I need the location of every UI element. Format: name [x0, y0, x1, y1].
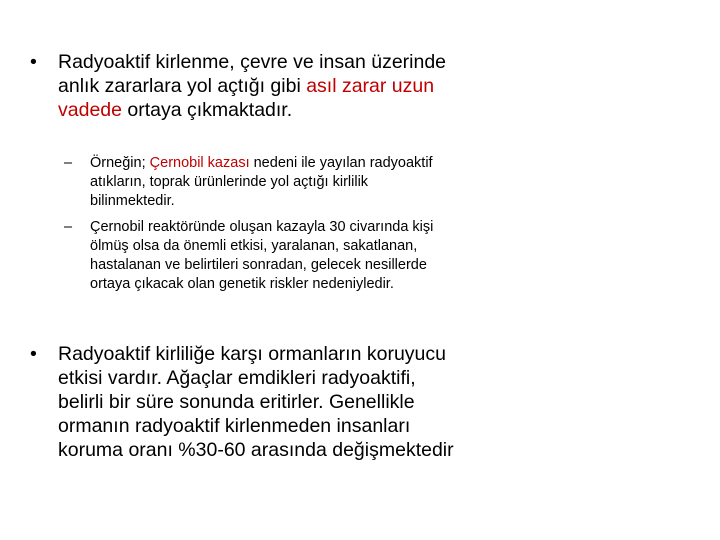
bullet-text: Radyoaktif kirliliğe karşı ormanların koruyucu etkisi vardır. Ağaçlar emdikleri radyoaktifi, belirli bir süre sonunda eritirler. Genellikle ormanın radyoaktif kirlenmeden insanları koruma oranı %30-60 arasında değişmektedir	[58, 343, 454, 461]
sub-bullet-text-end: nedeni ile yayılan radyoaktif atıkların, toprak ürünlerinde yol açtığı kirlilik bilinmektedir.	[90, 155, 433, 209]
bullet-marker: •	[30, 343, 37, 365]
bullet-radioactive-pollution	[30, 50, 460, 122]
bullet-forest-protection	[30, 342, 460, 462]
highlight-text: asıl zarar uzun vadede	[58, 75, 435, 121]
bullet-marker: •	[30, 51, 37, 73]
bullet-text: Radyoaktif kirlenme, çevre ve insan üzerinde anlık zararlara yol açtığı gibi	[58, 51, 447, 97]
bullet-text-end: ortaya çıkmaktadır.	[121, 99, 293, 121]
sub-bullet-text: Çernobil reaktöründe oluşan kazayla 30 civarında kişi ölmüş olsa da önemli etkisi, yaralanan, sakatlanan, hastalanan ve belirtileri sonradan, gelecek nesillerde ortaya çıkacak olan genetik riskler nedeniyledir.	[90, 219, 434, 292]
sub-bullet-text: Örneğin;	[90, 155, 150, 171]
highlight-text: Çernobil kazası	[149, 155, 250, 171]
sub-bullet-chernobyl-reactor	[64, 218, 454, 294]
dash-marker: –	[64, 155, 73, 171]
sub-bullet-chernobyl-example	[64, 154, 454, 211]
dash-marker: –	[64, 219, 73, 235]
